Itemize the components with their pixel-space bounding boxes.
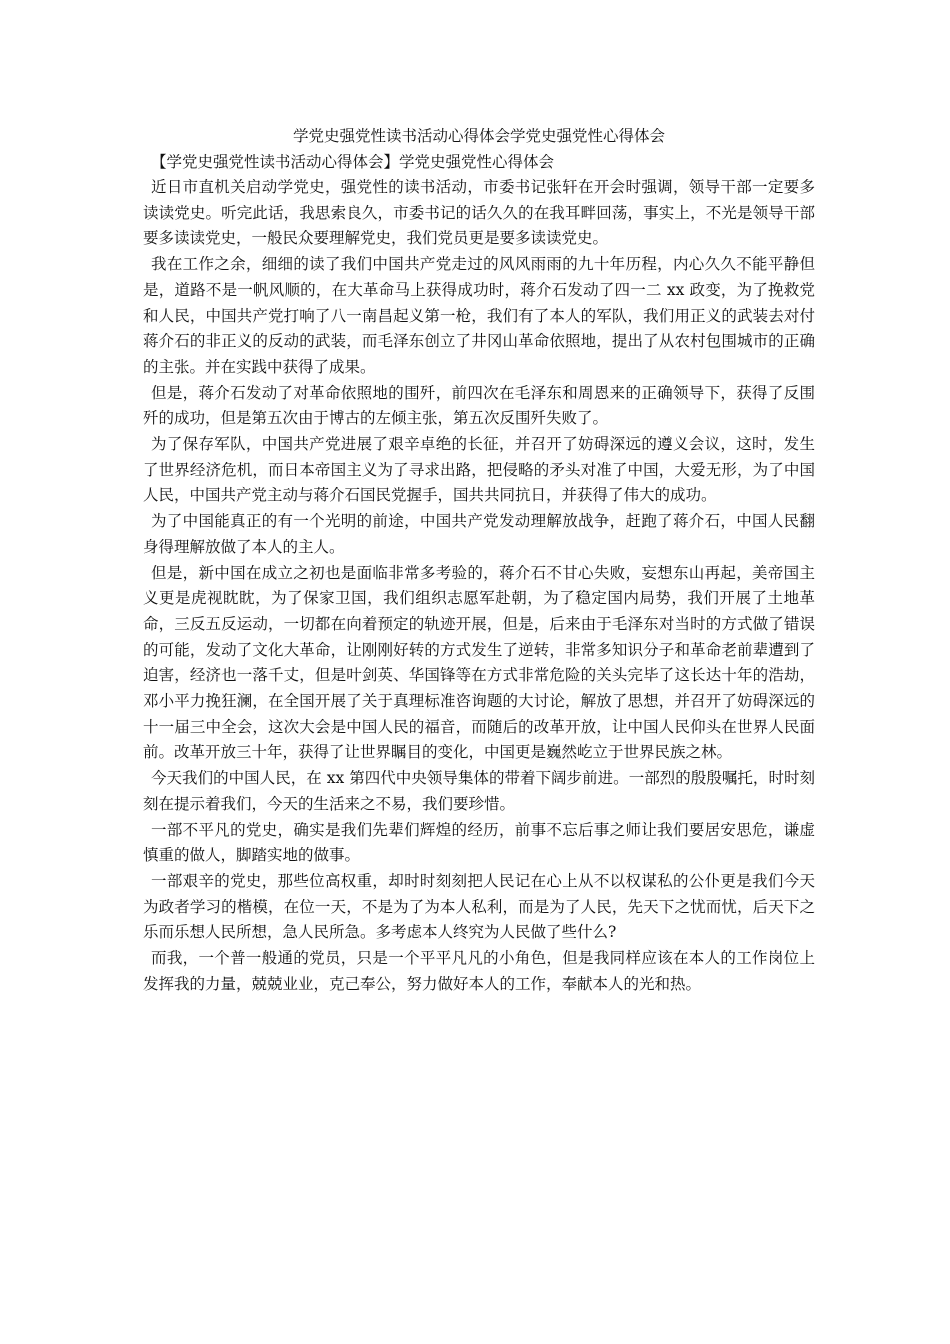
paragraph-6: 但是，新中国在成立之初也是面临非常多考验的，蒋介石不甘心失败，妄想东山再起，美帝国主义更是虎视眈眈，为了保家卫国，我们组织志愿军赴朝，为了稳定国内局势，我们开展了土地革命，三反五反运动，一切都在向着预定的轨迹开展，但是，后来由于毛泽东对当时的方式做了错误的可能，发动了文化大革命，让刚刚好转的方式发生了逆转，非常多知识分子和革命老前辈遭到了迫害，经济也一落千丈，但是叶剑英、华国锋等在方式非常危险的关头完毕了这长达十年的浩劫，邓小平力挽狂澜，在全国开展了关于真理标准咨询题的大讨论，解放了思想，并召开了妨碍深远的十一届三中全会，这次大会是中国人民的福音，而随后的改革开放，让中国人民仰头在世界人民面前。改革开放三十年，获得了让世界瞩目的变化，中国更是巍然屹立于世界民族之林。 xyxy=(143,563,815,762)
document-title: 学党史强党性读书活动心得体会学党史强党性心得体会 xyxy=(292,127,665,145)
paragraph-2: 我在工作之余，细细的读了我们中国共产党走过的风风雨雨的九十年历程，内心久久不能平静但是，道路不是一帆风顺的，在大革命马上获得成功时，蒋介石发动了四一二 xx 政变，为了挽救党和人民，中国共产党打响了八一南昌起义第一枪，我们有了本人的军队，我们用正义的武装去对付蒋介石的非正义的反动的武装，而毛泽东创立了井冈山革命依照地，提出了从农村包围城市的正确的主张。并在实践中获得了成果。 xyxy=(143,255,815,376)
paragraph-8: 一部不平凡的党史，确实是我们先辈们辉煌的经历，前事不忘后事之师让我们要居安思危，谦虚慎重的做人，脚踏实地的做事。 xyxy=(143,820,815,865)
document-body xyxy=(143,123,815,998)
paragraph-10: 而我，一个普一般通的党员，只是一个平平凡凡的小角色，但是我同样应该在本人的工作岗位上发挥我的力量，兢兢业业，克己奉公，努力做好本人的工作，奉献本人的光和热。 xyxy=(143,949,815,993)
paragraph-1: 近日市直机关启动学党史，强党性的读书活动，市委书记张轩在开会时强调，领导干部一定要多读读党史。听完此话，我思索良久，市委书记的话久久的在我耳畔回荡，事实上，不光是领导干部要多读读党史，一般民众要理解党史，我们党员更是要多读读党史。 xyxy=(143,178,815,248)
document-subtitle: 【学党史强党性读书活动心得体会】学党史强党性心得体会 xyxy=(151,153,555,171)
paragraph-3: 但是，蒋介石发动了对革命依照地的围歼，前四次在毛泽东和周恩来的正确领导下，获得了反围歼的成功，但是第五次由于博古的左倾主张，第五次反围歼失败了。 xyxy=(143,383,815,428)
paragraph-9: 一部艰辛的党史，那些位高权重，却时时刻刻把人民记在心上从不以权谋私的公仆更是我们今天为政者学习的楷模，在位一天，不是为了为本人私利，而是为了人民，先天下之忧而忧，后天下之乐而乐想人民所想，急人民所急。多考虑本人终究为人民做了些什么? xyxy=(143,871,815,942)
paragraph-5: 为了中国能真正的有一个光明的前途，中国共产党发动理解放战争，赶跑了蒋介石，中国人民翻身得理解放做了本人的主人。 xyxy=(143,512,815,556)
paragraph-7: 今天我们的中国人民，在 xx 第四代中央领导集体的带着下阔步前进。一部烈的殷殷嘱托，时时刻刻在提示着我们，今天的生活来之不易，我们要珍惜。 xyxy=(143,769,815,813)
paragraph-4: 为了保存军队，中国共产党进展了艰辛卓绝的长征，并召开了妨碍深远的遵义会议，这时，发生了世界经济危机，而日本帝国主义为了寻求出路，把侵略的矛头对准了中国，大爱无形，为了中国人民，中国共产党主动与蒋介石国民党握手，国共共同抗日，并获得了伟大的成功。 xyxy=(143,435,815,505)
